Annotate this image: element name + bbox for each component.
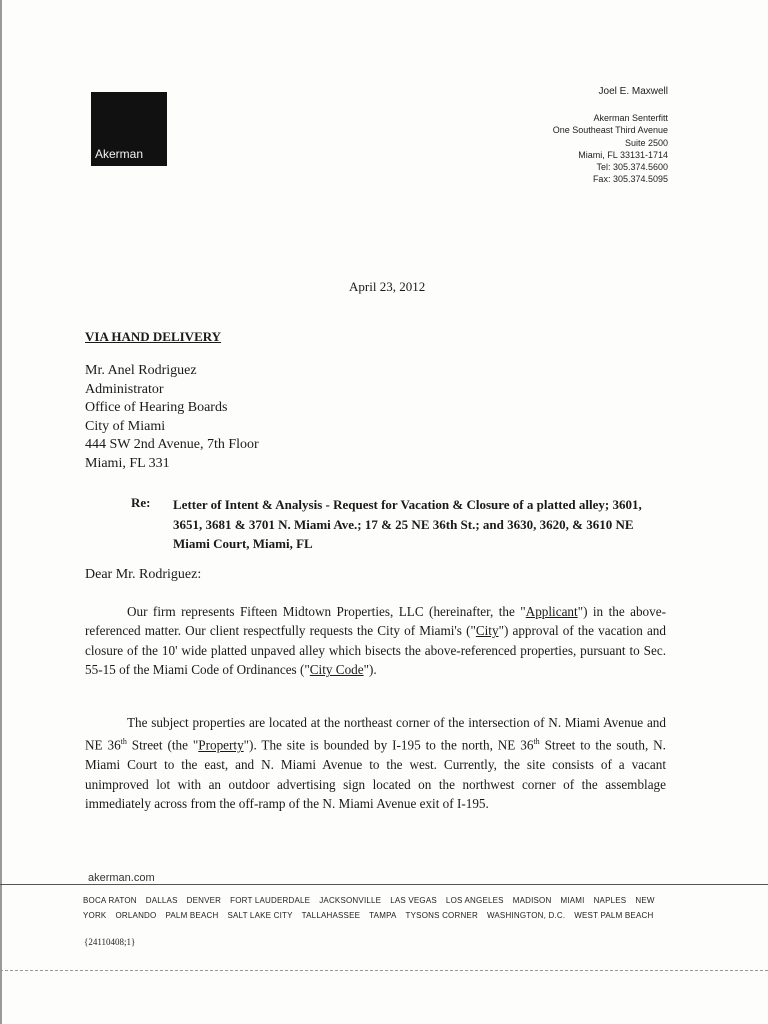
delivery-method: VIA HAND DELIVERY bbox=[85, 329, 222, 344]
para2-text-a: The subject properties are located at the northeast corner of the intersection of N. Miami Avenue and NE 36 bbox=[85, 715, 666, 753]
para1-text-c: ") approval of the vacation and closure of the 10' wide platted unpaved alley which bisects the above-referenced properties, pursuant to Sec. 55-15 of the Miami Code of Ordinances (" bbox=[85, 623, 666, 678]
letter-date: April 23, 2012 bbox=[349, 279, 426, 294]
recipient-address-block bbox=[85, 362, 259, 473]
defined-term-applicant: Applicant bbox=[525, 604, 578, 619]
office-city: TALLAHASSEE bbox=[301, 911, 361, 920]
page-break-line bbox=[0, 970, 768, 971]
akerman-logo bbox=[91, 92, 167, 166]
sender-address-block bbox=[553, 86, 668, 185]
office-city: TYSONS CORNER bbox=[405, 911, 478, 920]
recipient-org: City of Miami bbox=[85, 418, 166, 434]
defined-term-property: Property bbox=[198, 737, 244, 753]
document-id: {24110408;1} bbox=[84, 937, 136, 947]
para2-text-b: Street (the " bbox=[126, 737, 199, 753]
re-subject: Letter of Intent & Analysis - Request for Vacation & Closure of a platted alley; 3601, 3651, 3681 & 3701 N. Miami Ave.; 17 & 25 NE 36th St.; and 3630, 3620, & 3610 NE Miami Court, Miami, FL bbox=[173, 497, 642, 551]
ordinal-suffix: th bbox=[533, 737, 540, 747]
recipient-office: Office of Hearing Boards bbox=[85, 400, 228, 415]
office-city: FORT LAUDERDALE bbox=[230, 896, 311, 905]
defined-term-city-code: City Code bbox=[309, 662, 364, 678]
office-city: JACKSONVILLE bbox=[319, 896, 382, 905]
re-label: Re: bbox=[131, 495, 151, 510]
para1-text-a: Our firm represents Fifteen Midtown Properties, LLC (hereinafter, the " bbox=[127, 604, 526, 619]
sender-firm: Akerman Senterfitt bbox=[593, 113, 668, 124]
salutation: Dear Mr. Rodriguez: bbox=[85, 567, 202, 582]
sender-address-line1: One Southeast Third Avenue bbox=[552, 125, 668, 136]
office-city: SALT LAKE CITY bbox=[227, 911, 293, 920]
office-city: NEW YORK bbox=[83, 896, 655, 920]
sender-tel: Tel: 305.374.5600 bbox=[596, 162, 668, 173]
body-paragraph-2 bbox=[85, 713, 666, 813]
sender-name: Joel E. Maxwell bbox=[598, 86, 668, 97]
para1-text-d: "). bbox=[363, 662, 377, 678]
recipient-name: Mr. Anel Rodriguez bbox=[85, 363, 197, 378]
office-city: DENVER bbox=[186, 896, 222, 905]
footer-divider bbox=[0, 884, 768, 885]
body-paragraph-1 bbox=[85, 602, 666, 680]
para1-text-b: ") in the above-referenced matter. Our client respectfully requests the City of Miami's (" bbox=[85, 604, 666, 639]
sender-fax: Fax: 305.374.5095 bbox=[592, 174, 668, 185]
footer-website: akerman.com bbox=[88, 872, 155, 884]
office-city: WASHINGTON, D.C. bbox=[486, 911, 566, 920]
office-city: MIAMI bbox=[560, 896, 585, 905]
office-city: TAMPA bbox=[369, 911, 397, 920]
office-city: ORLANDO bbox=[115, 911, 157, 920]
para2-text-d: Street to the south, N. Miami Court to the east, and N. Miami Avenue to the west. Currently, the site consists of a vacant unimproved lot with an outdoor advertising sign located on the northwest corner of the assemblage immediately across from the off-ramp of the N. Miami Avenue exit of I-195. bbox=[85, 737, 666, 812]
para2-text-c: "). The site is bounded by I-195 to the north, NE 36 bbox=[243, 737, 534, 753]
defined-term-city: City bbox=[475, 623, 499, 639]
office-city: DALLAS bbox=[145, 896, 178, 905]
office-city: MADISON bbox=[512, 896, 552, 905]
office-city: BOCA RATON bbox=[83, 896, 137, 905]
recipient-city: Miami, FL 331 bbox=[85, 455, 170, 471]
recipient-street: 444 SW 2nd Avenue, 7th Floor bbox=[85, 437, 259, 452]
office-city: NAPLES bbox=[593, 896, 627, 905]
page-edge bbox=[0, 0, 2, 1024]
logo-text: Akerman bbox=[95, 147, 144, 161]
ordinal-suffix: th bbox=[120, 737, 127, 747]
office-city: LAS VEGAS bbox=[390, 896, 437, 905]
office-city: WEST PALM BEACH bbox=[574, 911, 654, 920]
recipient-title: Administrator bbox=[85, 381, 164, 397]
sender-address-line2: Suite 2500 bbox=[624, 137, 668, 148]
sender-city: Miami, FL 33131-1714 bbox=[578, 149, 668, 160]
office-city: LOS ANGELES bbox=[445, 896, 504, 905]
office-city: PALM BEACH bbox=[165, 911, 219, 920]
footer-office-list bbox=[83, 893, 683, 923]
